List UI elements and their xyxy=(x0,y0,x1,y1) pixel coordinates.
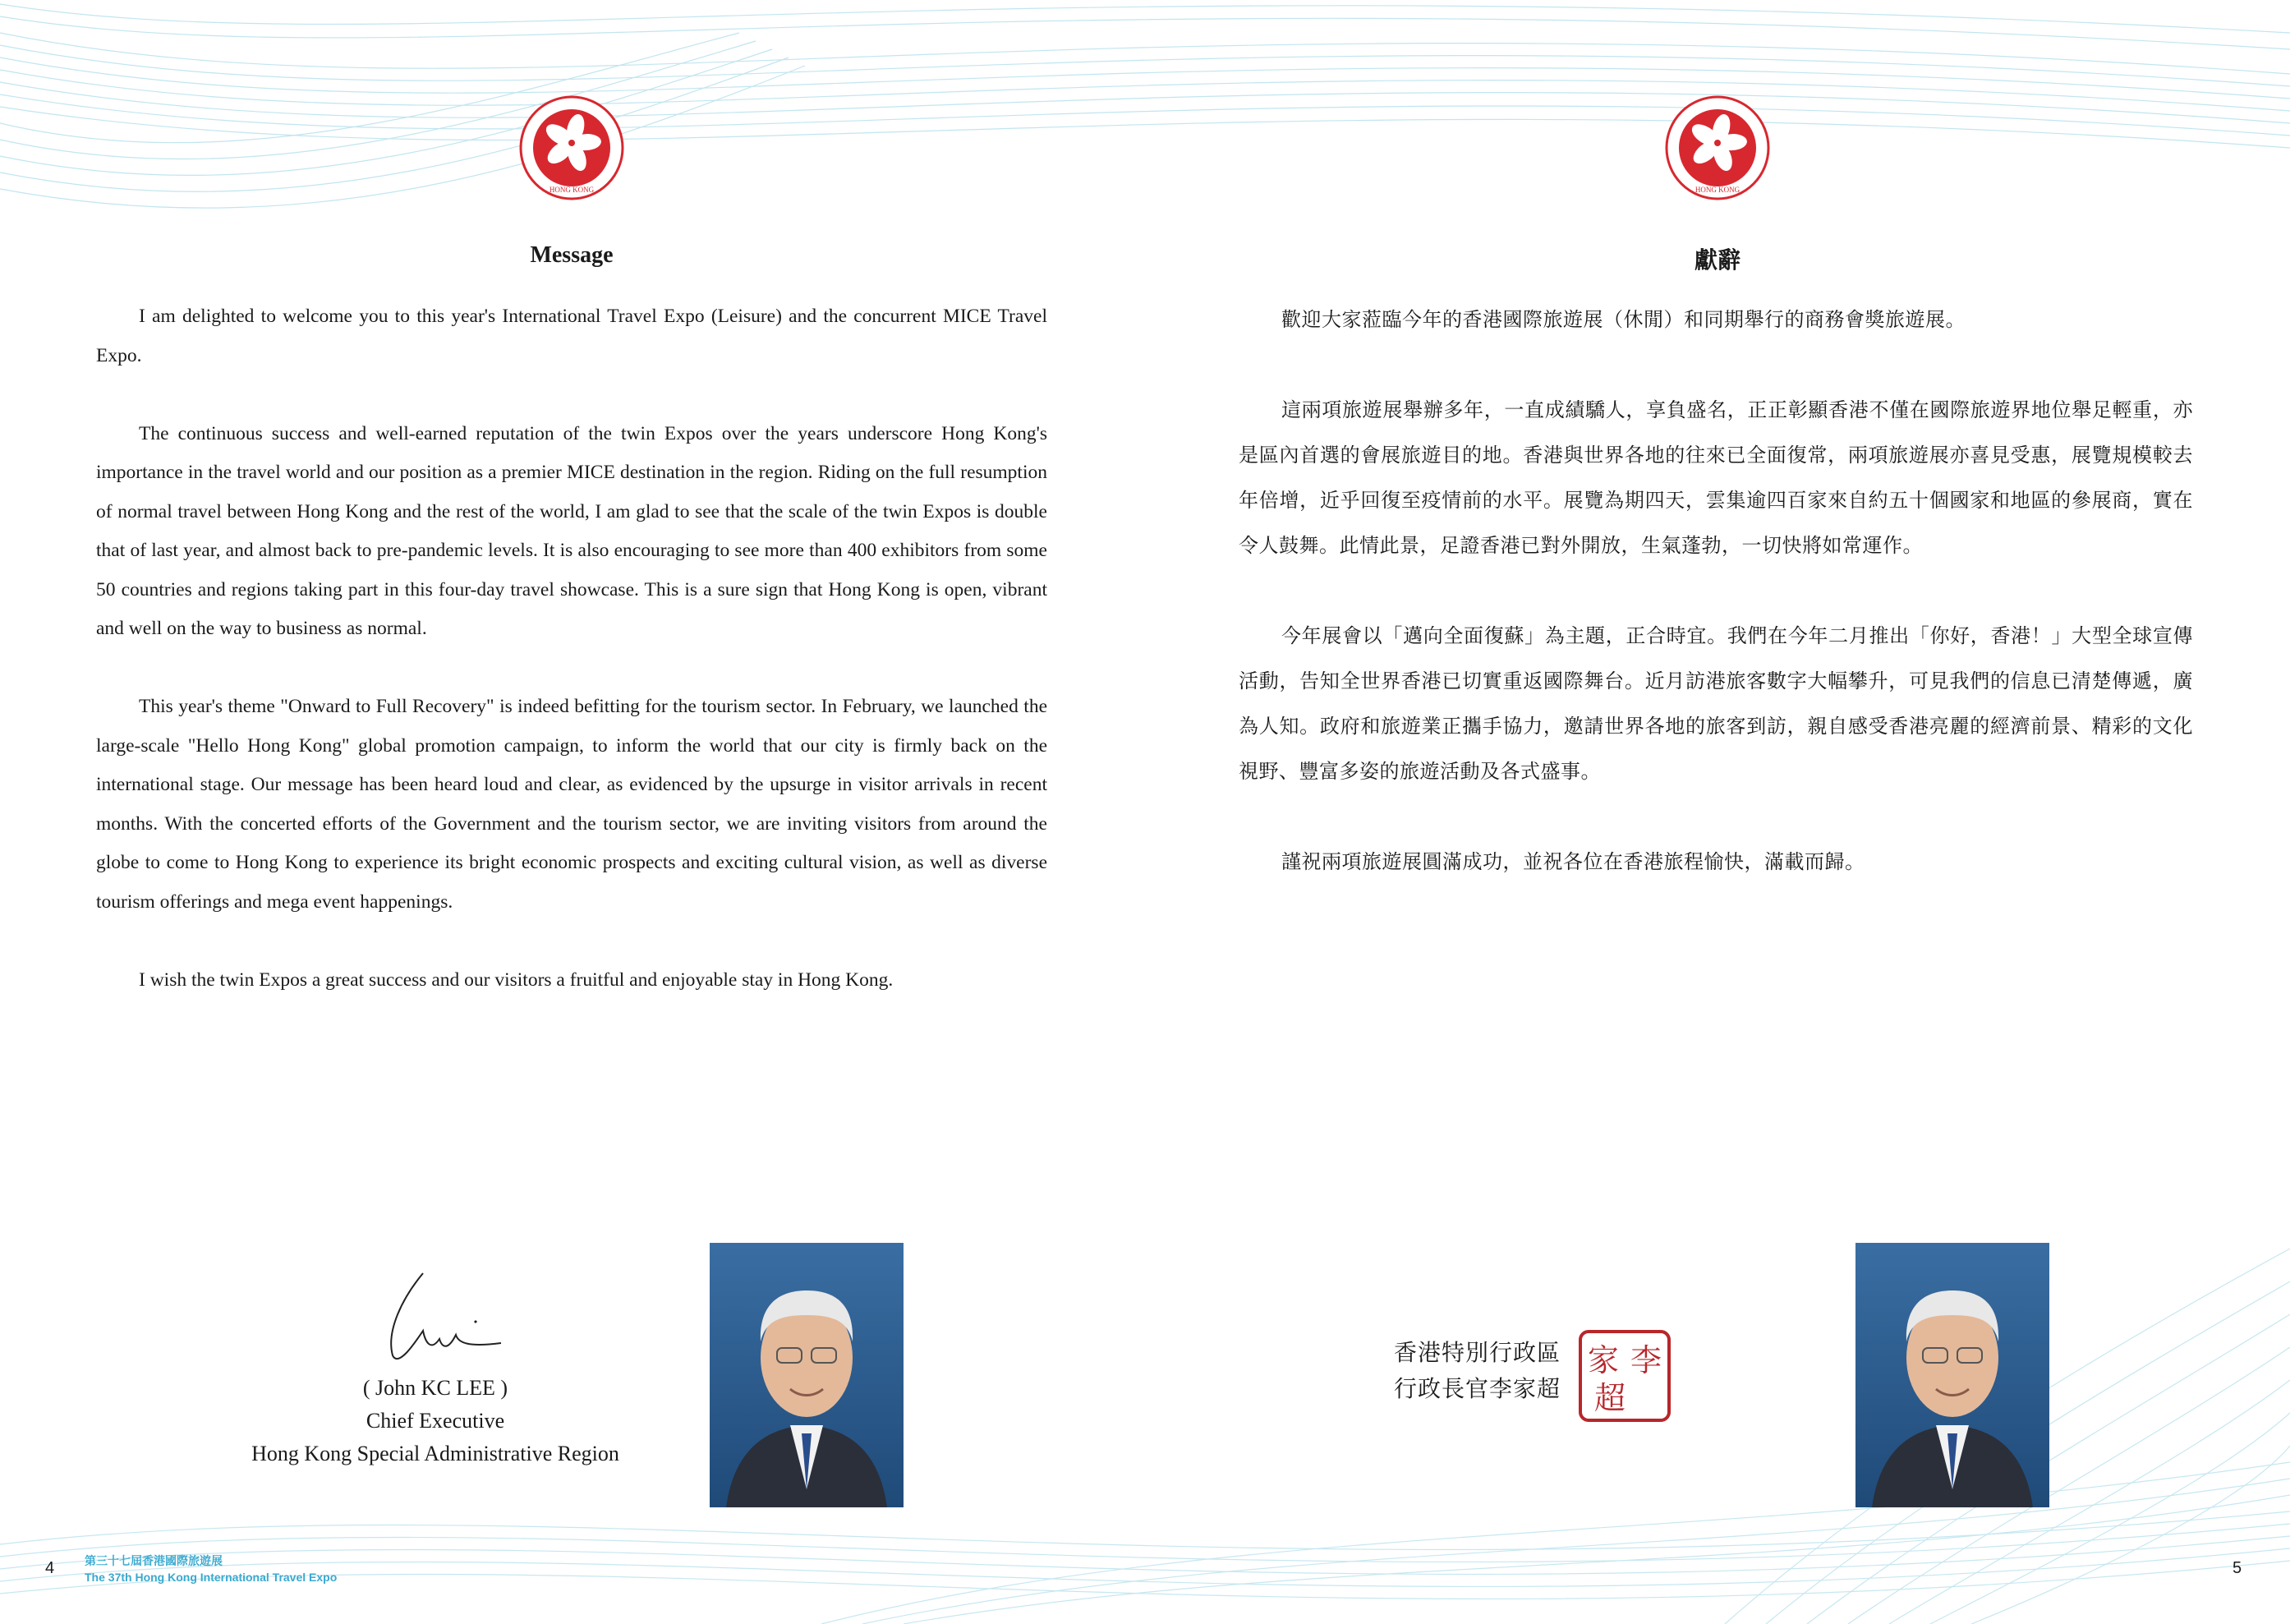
paragraph: I wish the twin Expos a great success and our visitors a fruitful and enjoyable stay in Hong Kong. xyxy=(139,968,894,991)
portrait-photo xyxy=(1855,1243,2049,1507)
paragraph: 這兩項旅遊展舉辦多年，一直成績驕人，享負盛名，正正彰顯香港不僅在國際旅遊界地位舉足輕重，亦是區內首選的會展旅遊目的地。香港與世界各地的往來已全面復常，兩項旅遊展亦喜見受惠，展覽規模較去年倍增，近乎回復至疫情前的水平。展覽為期四天，雲集逾四百家來自約五十個國家和地區的參展商，實在令人鼓舞。此情此景，足證香港已對外開放，生氣蓬勃，一切快將如常運作。 xyxy=(1239,398,2193,557)
page-number-left: 4 xyxy=(45,1559,55,1577)
seal-icon xyxy=(1577,1328,1672,1424)
signatory-block-zh xyxy=(1347,1335,1561,1407)
signatory-block-en xyxy=(205,1372,665,1470)
hksar-emblem-icon xyxy=(1665,95,1770,200)
signatory-name: ( John KC LEE ) xyxy=(362,1376,508,1400)
paragraph: 歡迎大家蒞臨今年的香港國際旅遊展（休閒）和同期舉行的商務會獎旅遊展。 xyxy=(1281,308,1966,331)
message-body-zh xyxy=(1239,297,2193,930)
portrait-photo xyxy=(710,1243,904,1507)
svg-text:超: 超 xyxy=(1593,1380,1626,1416)
page-heading-en: Message xyxy=(530,242,614,268)
svg-text:HONG KONG: HONG KONG xyxy=(549,186,595,194)
paragraph: 謹祝兩項旅遊展圓滿成功，並祝各位在香港旅程愉快，滿載而歸。 xyxy=(1281,850,1865,873)
footer-title xyxy=(85,1553,337,1585)
paragraph: This year's theme "Onward to Full Recovery" is indeed befitting for the tourism sector. In February, we launched the large-scale "Hello Hong Kong" global promotion campaign, to inform the world that our city is firmly back on the international stage. Our message has been heard loud and clear, as evidenced by the upsurge in visitor arrivals in recent months. With the concerted efforts of the Government and the tourism sector, we are inviting visitors from around the globe to come to Hong Kong to experience its bright economic prospects and exciting cultural vision, as well as diverse tourism offerings and mega event happenings. xyxy=(96,696,1047,913)
paragraph: 今年展會以「邁向全面復蘇」為主題，正合時宜。我們在今年二月推出「你好，香港！」大型全球宣傳活動，告知全世界香港已切實重返國際舞台。近月訪港旅客數字大幅攀升，可見我們的信息已清楚傳遞，廣為人知。政府和旅遊業正攜手協力，邀請世界各地的旅客到訪，親自感受香港亮麗的經濟前景、精彩的文化視野、豐富多姿的旅遊活動及各式盛事。 xyxy=(1239,624,2193,783)
message-body-en xyxy=(96,297,1047,1039)
svg-text:HONG KONG: HONG KONG xyxy=(1695,186,1740,194)
signature-icon xyxy=(378,1265,517,1372)
signatory-line-2: 行政長官李家超 xyxy=(1393,1375,1561,1402)
paragraph: The continuous success and well-earned reputation of the twin Expos over the years underscore Hong Kong's importance in the travel world and our position as a premier MICE destination in the region. Riding on the full resumption of normal travel between Hong Kong and the rest of the world, I am glad to see that the scale of the twin Expos is double that of last year, and almost back to pre-pandemic levels. It is also encouraging to see more than 400 exhibitors from some 50 countries and regions taking part in this four-day travel showcase. This is a sure sign that Hong Kong is open, vibrant and well on the way to business as normal. xyxy=(96,422,1047,639)
hksar-emblem-icon xyxy=(519,95,624,200)
page-heading-zh: 獻辭 xyxy=(1694,246,1740,274)
svg-text:家: 家 xyxy=(1587,1342,1620,1378)
paragraph: I am delighted to welcome you to this year's International Travel Expo (Leisure) and the concurrent MICE Travel Expo. xyxy=(96,306,1047,366)
svg-text:李: 李 xyxy=(1630,1342,1662,1378)
footer-title-zh: 第三十七屆香港國際旅遊展 xyxy=(85,1554,223,1567)
signatory-title: Chief Executive xyxy=(366,1409,505,1433)
signatory-org: Hong Kong Special Administrative Region xyxy=(251,1442,619,1465)
footer-title-en: The 37th Hong Kong International Travel Expo xyxy=(85,1571,338,1584)
signatory-line-1: 香港特別行政區 xyxy=(1393,1339,1561,1366)
page-number-right: 5 xyxy=(2233,1559,2242,1577)
